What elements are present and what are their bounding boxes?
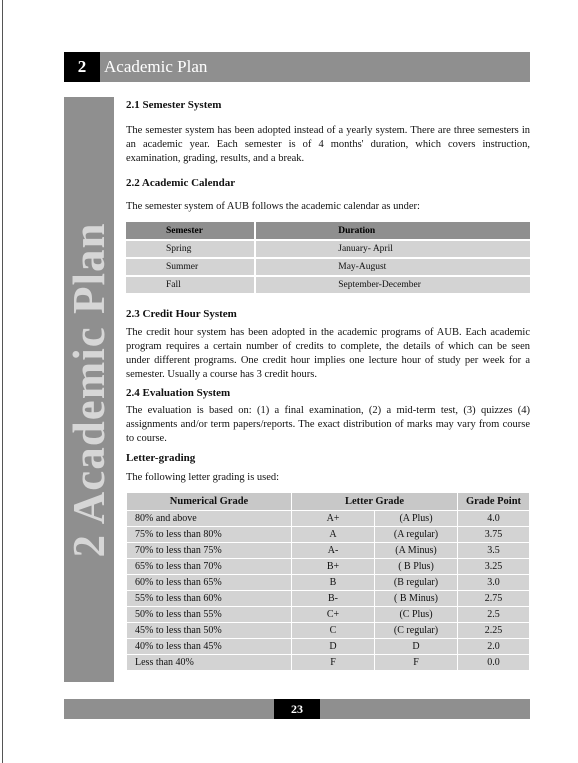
grading-cell: D <box>292 639 375 655</box>
grading-cell: (C Plus) <box>375 607 458 623</box>
grading-cell: 80% and above <box>127 511 292 527</box>
section-text-2-4: The evaluation is based on: (1) a final examination, (2) a mid-term test, (3) quizzes (4) assignments and/or term papers/reports. The exact distribution of marks may vary from course to course. <box>126 405 530 444</box>
grading-cell: (B regular) <box>375 575 458 591</box>
grading-header-cell: Letter Grade <box>292 493 458 511</box>
chapter-header <box>64 52 530 82</box>
grading-row <box>127 559 530 575</box>
grading-row <box>127 607 530 623</box>
section-heading-2-4: 2.4 Evaluation System <box>126 387 231 399</box>
grading-cell: 3.75 <box>458 527 530 543</box>
chapter-title: Academic Plan <box>104 57 208 76</box>
grading-cell: B+ <box>292 559 375 575</box>
section-heading-2-2: 2.2 Academic Calendar <box>126 177 236 189</box>
grading-row <box>127 623 530 639</box>
grading-cell: 2.0 <box>458 639 530 655</box>
grading-cell: A <box>292 527 375 543</box>
grading-cell: F <box>375 655 458 671</box>
grading-cell: D <box>375 639 458 655</box>
section-text-2-2: The semester system of AUB follows the academic calendar as under: <box>126 201 420 212</box>
grading-cell: 4.0 <box>458 511 530 527</box>
calendar-header-cell: Duration <box>255 222 530 240</box>
calendar-cell: Spring <box>126 240 255 258</box>
section-text-2-1: The semester system has been adopted instead of a yearly system. There are three semesters in an academic year. Each semester is of 4 months' duration, which covers instruction, examination, grading, results, and a break. <box>126 125 530 164</box>
grading-cell: 0.0 <box>458 655 530 671</box>
side-band <box>64 97 114 682</box>
grading-row <box>127 511 530 527</box>
letter-grading-text: The following letter grading is used: <box>126 472 280 483</box>
calendar-cell: May-August <box>255 258 530 276</box>
grading-header-cell: Numerical Grade <box>127 493 292 511</box>
calendar-cell: Summer <box>126 258 255 276</box>
letter-grading-heading: Letter-grading <box>126 452 196 464</box>
grading-cell: C <box>292 623 375 639</box>
grading-row <box>127 543 530 559</box>
grading-row <box>127 575 530 591</box>
calendar-header-cell: Semester <box>126 222 255 240</box>
academic-calendar-table <box>126 222 530 293</box>
grading-cell: ( B Minus) <box>375 591 458 607</box>
grading-cell: 2.5 <box>458 607 530 623</box>
grading-cell: A- <box>292 543 375 559</box>
grading-cell: Less than 40% <box>127 655 292 671</box>
grading-cell: (C regular) <box>375 623 458 639</box>
grading-row <box>127 527 530 543</box>
grading-cell: A+ <box>292 511 375 527</box>
grading-cell: 3.5 <box>458 543 530 559</box>
grading-cell: 45% to less than 50% <box>127 623 292 639</box>
grading-cell: 60% to less than 65% <box>127 575 292 591</box>
grading-row <box>127 655 530 671</box>
chapter-number: 2 <box>64 52 100 82</box>
grading-cell: 3.25 <box>458 559 530 575</box>
grading-cell: 3.0 <box>458 575 530 591</box>
grading-cell: 2.25 <box>458 623 530 639</box>
grading-cell: ( B Plus) <box>375 559 458 575</box>
calendar-cell: January- April <box>255 240 530 258</box>
side-label: 2 Academic Plan <box>64 222 114 557</box>
grading-cell: 50% to less than 55% <box>127 607 292 623</box>
grading-row <box>127 639 530 655</box>
grading-cell: 75% to less than 80% <box>127 527 292 543</box>
page-number: 23 <box>274 699 320 719</box>
letter-grading-table <box>126 492 530 671</box>
grading-row <box>127 591 530 607</box>
calendar-cell: September-December <box>255 276 530 293</box>
grading-header-cell: Grade Point <box>458 493 530 511</box>
grading-cell: (A Minus) <box>375 543 458 559</box>
grading-cell: 70% to less than 75% <box>127 543 292 559</box>
page-footer <box>64 699 530 719</box>
calendar-row <box>126 240 530 258</box>
grading-cell: (A regular) <box>375 527 458 543</box>
grading-cell: 55% to less than 60% <box>127 591 292 607</box>
calendar-row <box>126 258 530 276</box>
calendar-row <box>126 276 530 293</box>
grading-cell: 40% to less than 45% <box>127 639 292 655</box>
grading-cell: 2.75 <box>458 591 530 607</box>
grading-cell: 65% to less than 70% <box>127 559 292 575</box>
grading-cell: F <box>292 655 375 671</box>
section-heading-2-1: 2.1 Semester System <box>126 99 222 111</box>
grading-cell: B- <box>292 591 375 607</box>
section-text-2-3: The credit hour system has been adopted in the academic programs of AUB. Each academic program requires a certain number of credits to complete, the details of which can be seen under different programs. One credit hour implies one lecture hour of study per week for a semester. Usually a course has 3 credit hours. <box>126 327 530 380</box>
grading-cell: B <box>292 575 375 591</box>
grading-cell: C+ <box>292 607 375 623</box>
section-heading-2-3: 2.3 Credit Hour System <box>126 308 237 320</box>
grading-cell: (A Plus) <box>375 511 458 527</box>
calendar-cell: Fall <box>126 276 255 293</box>
